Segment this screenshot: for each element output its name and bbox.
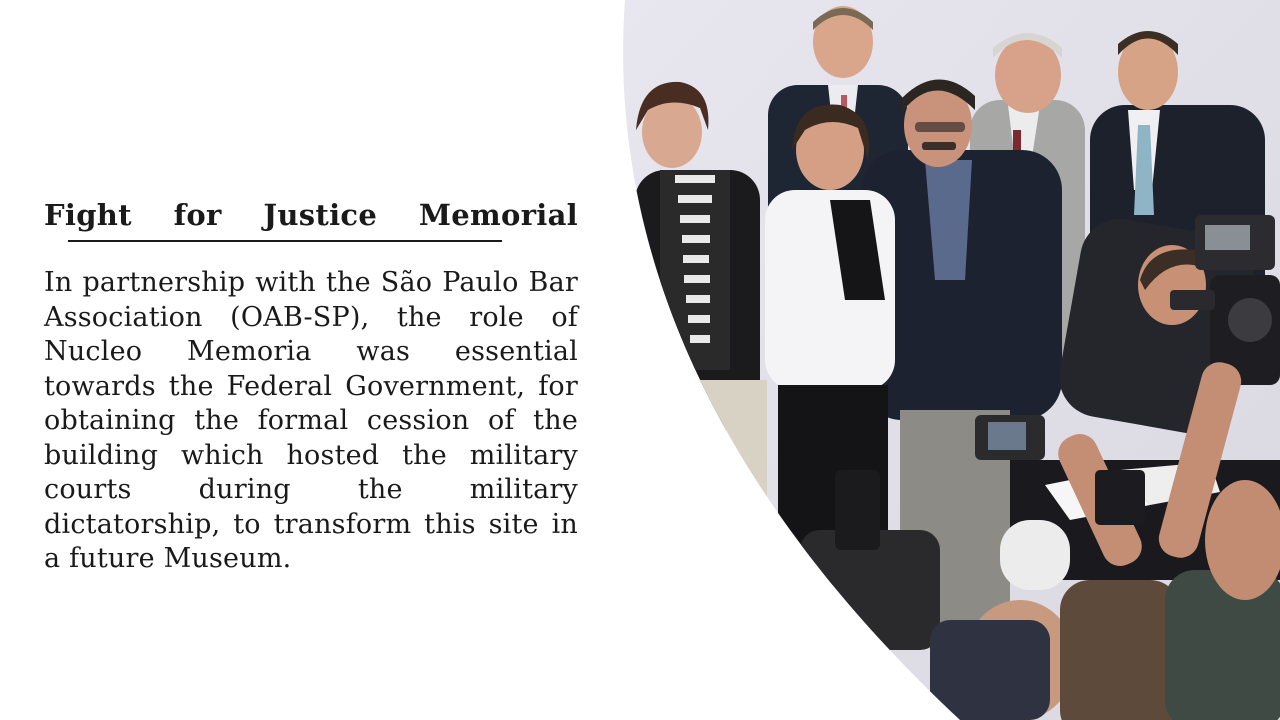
slide-body-text: In partnership with the São Paulo Bar Association (OAB-SP), the role of Nucleo Memoria was essential towards the Federal Government, for obtaining the formal cession of the building which hosted the military courts during the military dictatorship, to transform this site in a future Museum. bbox=[44, 267, 578, 574]
slide-title: Fight for Justice Memorial bbox=[44, 198, 578, 232]
